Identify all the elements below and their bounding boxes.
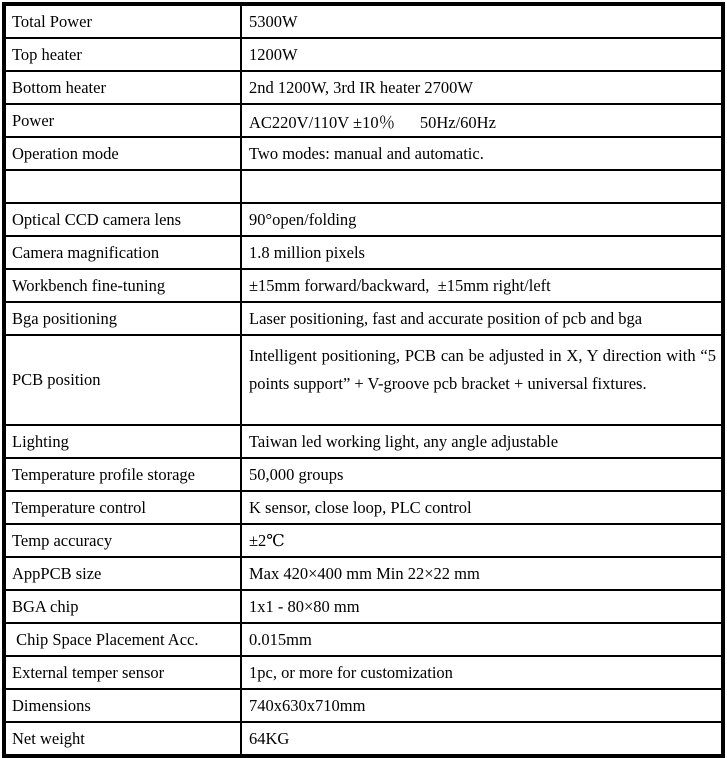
table-row-power: [6, 105, 721, 138]
table-row-bga-chip: [6, 591, 721, 624]
spec-label: Bga positioning: [6, 303, 242, 334]
spec-value: AC220V/110V ±10％ 50Hz/60Hz: [249, 112, 496, 132]
table-row-total-power: [6, 6, 721, 39]
table-row-top-heater: [6, 39, 721, 72]
table-row-operation-mode: [6, 138, 721, 171]
specifications-table: [2, 2, 725, 758]
table-row-touch-screen: [6, 171, 721, 204]
spec-value: 1x1 - 80×80 mm: [249, 596, 360, 616]
spec-label: BGA chip: [6, 591, 242, 622]
table-row-dimensions: [6, 690, 721, 723]
table-row-lighting: [6, 426, 721, 459]
spec-label: Temperature profile storage: [6, 459, 242, 490]
table-row-chip-space-placement-acc: [6, 624, 721, 657]
spec-label: Workbench fine-tuning: [6, 270, 242, 301]
spec-value: 64KG: [249, 728, 290, 748]
spec-value: [242, 171, 721, 202]
table-row-pcb-position: [6, 336, 721, 426]
spec-label: Operation mode: [6, 138, 242, 169]
table-row-bga-positioning: [6, 303, 721, 336]
spec-value: Taiwan led working light, any angle adjustable: [249, 431, 559, 451]
table-row-temperature-control: [6, 492, 721, 525]
spec-label: [6, 171, 242, 202]
spec-label: PCB position: [6, 336, 242, 424]
spec-label: Total Power: [6, 6, 242, 37]
table-row-net-weight: [6, 723, 721, 754]
spec-label: Camera magnification: [6, 237, 242, 268]
spec-value: 740x630x710mm: [249, 695, 366, 715]
spec-label: Power: [6, 105, 242, 136]
spec-label: Optical CCD camera lens: [6, 204, 242, 235]
table-row-external-temper-sensor: [6, 657, 721, 690]
spec-value: ±15mm forward/backward, ±15mm right/left: [249, 275, 551, 295]
spec-value: 5300W: [249, 11, 298, 31]
table-row-temp-accuracy: [6, 525, 721, 558]
spec-value: Laser positioning, fast and accurate position of pcb and bga: [249, 308, 643, 328]
spec-label: Temperature control: [6, 492, 242, 523]
spec-value: 1200W: [249, 44, 298, 64]
table-row-temperature-profile-storage: [6, 459, 721, 492]
table-row-apppcb-size: [6, 558, 721, 591]
spec-label: External temper sensor: [6, 657, 242, 688]
spec-label: Top heater: [6, 39, 242, 70]
spec-value: 90°open/folding: [249, 209, 357, 229]
spec-value: Two modes: manual and automatic.: [249, 143, 484, 163]
table-row-camera-magnification: [6, 237, 721, 270]
spec-label: Lighting: [6, 426, 242, 457]
spec-label: Temp accuracy: [6, 525, 242, 556]
spec-label: Dimensions: [6, 690, 242, 721]
spec-value: ±2℃: [249, 530, 285, 550]
spec-value: K sensor, close loop, PLC control: [249, 497, 472, 517]
spec-value: 2nd 1200W, 3rd IR heater 2700W: [249, 77, 473, 97]
spec-value: Intelligent positioning, PCB can be adjusted in X, Y direction with “5 points support” + V-groove pcb bracket + universal fixtures.: [249, 346, 721, 393]
spec-value: 1pc, or more for customization: [249, 662, 453, 682]
spec-value: 50,000 groups: [249, 464, 344, 484]
spec-value: Max 420×400 mm Min 22×22 mm: [249, 563, 480, 583]
table-row-workbench-fine-tuning: [6, 270, 721, 303]
spec-label: Net weight: [6, 723, 242, 754]
table-row-ccd-camera-lens: [6, 204, 721, 237]
spec-label: Chip Space Placement Acc.: [6, 624, 242, 655]
spec-value: 1.8 million pixels: [249, 242, 365, 262]
spec-value: 0.015mm: [249, 629, 312, 649]
table-row-bottom-heater: [6, 72, 721, 105]
spec-label: AppPCB size: [6, 558, 242, 589]
spec-label: Bottom heater: [6, 72, 242, 103]
